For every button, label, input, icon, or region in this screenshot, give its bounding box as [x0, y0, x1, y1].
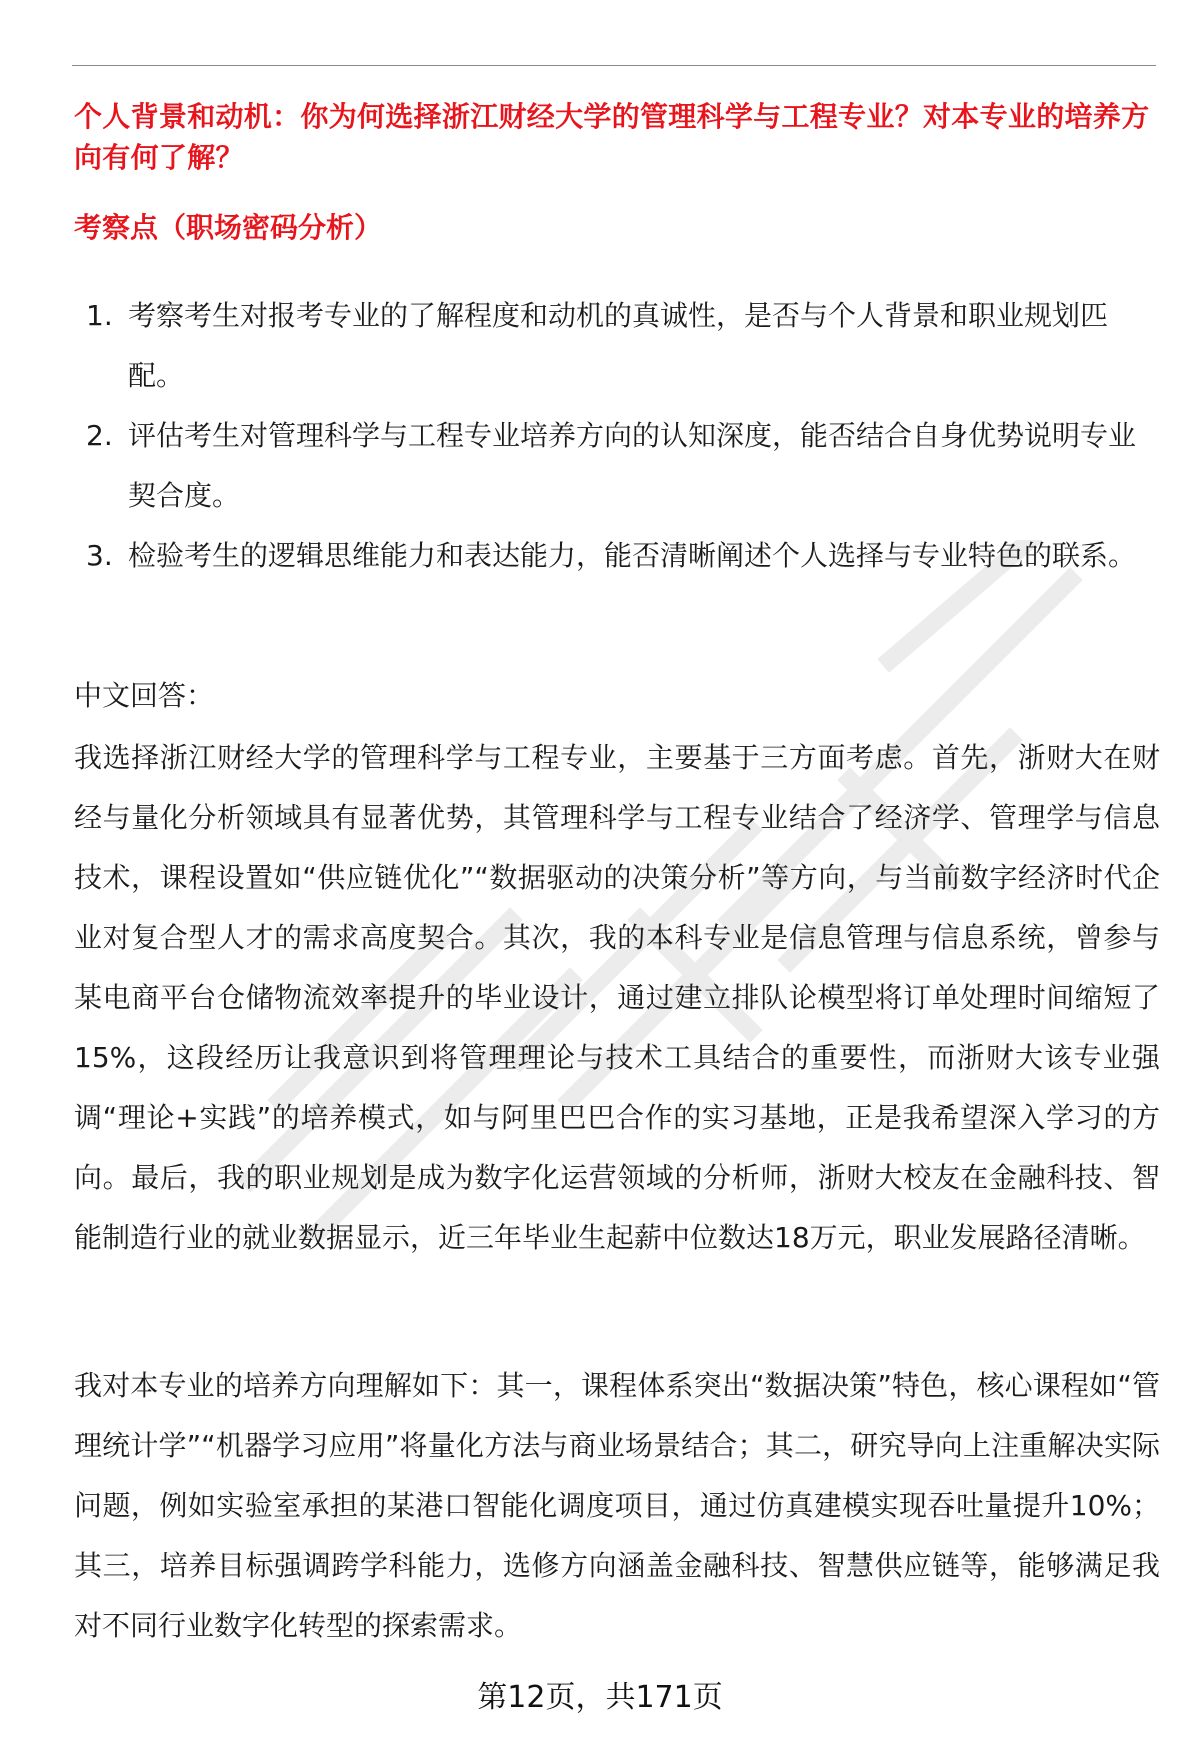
list-item-text: 评估考生对管理科学与工程专业培养方向的认知深度，能否结合自身优势说明专业契合度。	[128, 419, 1137, 512]
list-item	[74, 286, 1160, 406]
list-item-number: 3.	[86, 539, 113, 572]
list-item	[74, 526, 1160, 586]
list-item-text: 考察考生对报考专业的了解程度和动机的真诚性，是否与个人背景和职业规划匹配。	[128, 299, 1109, 392]
list-item-number: 1.	[86, 299, 113, 332]
exam-points-list	[74, 286, 1160, 586]
list-item	[74, 406, 1160, 526]
page-footer: 第12页，共171页	[477, 1680, 723, 1715]
answer-label: 中文回答：	[74, 679, 215, 712]
list-item-text: 检验考生的逻辑思维能力和表达能力，能否清晰阐述个人选择与专业特色的联系。	[128, 539, 1137, 572]
top-divider	[72, 65, 1156, 66]
exam-points-heading: 考察点（职场密码分析）	[74, 211, 383, 244]
answer-paragraph: 我对本专业的培养方向理解如下：其一，课程体系突出“数据决策”特色，核心课程如“管理统计学”“机器学习应用”将量化方法与商业场景结合；其二，研究导向上注重解决实际问题，例如实验室承担的某港口智能化调度项目，通过仿真建模实现吞吐量提升10%；其三，培养目标强调跨学科能力，选修方向涵盖金融科技、智慧供应链等，能够满足我对不同行业数字化转型的探索需求。	[74, 1369, 1160, 1642]
answer-paragraph: 我选择浙江财经大学的管理科学与工程专业，主要基于三方面考虑。首先，浙财大在财经与量化分析领域具有显著优势，其管理科学与工程专业结合了经济学、管理学与信息技术，课程设置如“供应链优化”“数据驱动的决策分析”等方向，与当前数字经济时代企业对复合型人才的需求高度契合。其次，我的本科专业是信息管理与信息系统，曾参与某电商平台仓储物流效率提升的毕业设计，通过建立排队论模型将订单处理时间缩短了15%，这段经历让我意识到将管理理论与技术工具结合的重要性，而浙财大该专业强调“理论+实践”的培养模式，如与阿里巴巴合作的实习基地，正是我希望深入学习的方向。最后，我的职业规划是成为数字化运营领域的分析师，浙财大校友在金融科技、智能制造行业的就业数据显示，近三年毕业生起薪中位数达18万元，职业发展路径清晰。	[74, 741, 1160, 1254]
question-title: 个人背景和动机：你为何选择浙江财经大学的管理科学与工程专业？对本专业的培养方向有何了解？	[74, 100, 1150, 174]
list-item-number: 2.	[86, 419, 113, 452]
